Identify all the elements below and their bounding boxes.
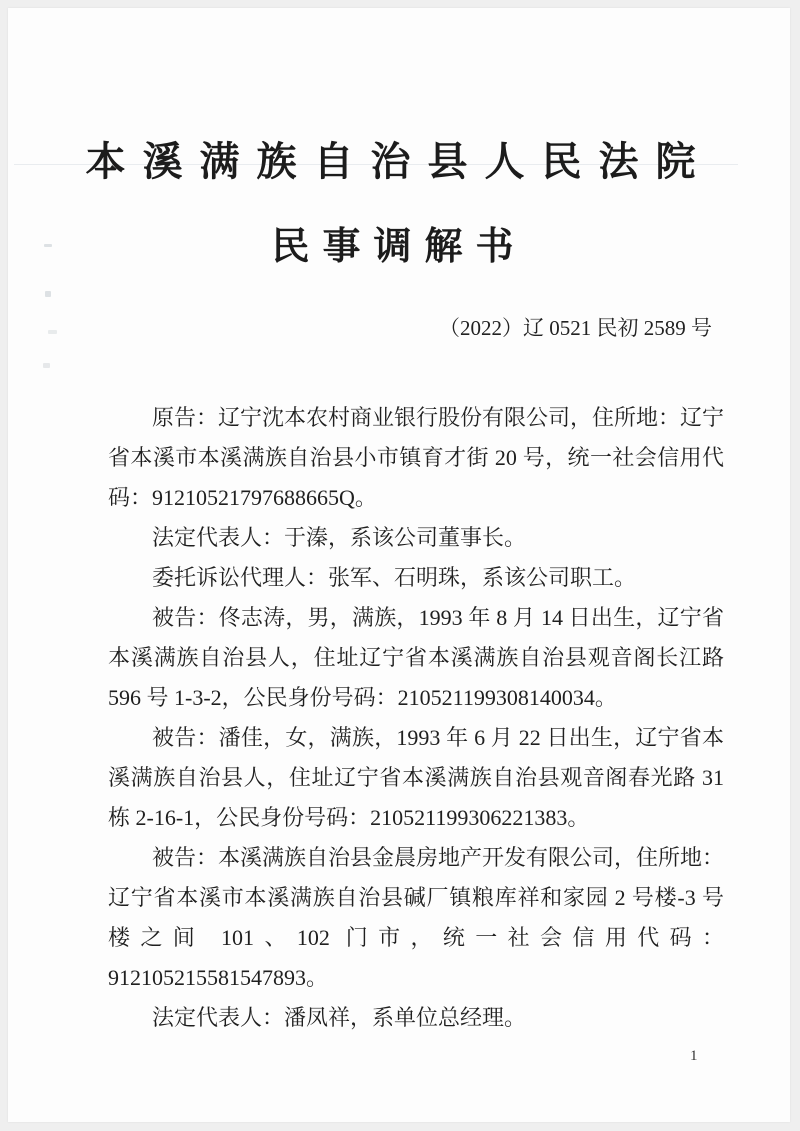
paragraph-defendant-1: 被告：佟志涛，男，满族，1993 年 8 月 14 日出生，辽宁省本溪满族自治县人，住址辽宁省本溪满族自治县观音阁长江路 596 号 1-3-2，公民身份号码：210521199308140034。	[108, 605, 724, 710]
scan-speck	[48, 330, 57, 334]
scan-speck	[45, 291, 51, 297]
case-number: （2022）辽 0521 民初 2589 号	[439, 316, 712, 340]
document-type-title: 民事调解书	[271, 226, 527, 268]
page-number: 1	[690, 1048, 698, 1064]
document-page	[8, 8, 790, 1122]
court-name-title: 本溪满族自治县人民法院	[85, 139, 713, 184]
paragraph-defendant-2: 被告：潘佳，女，满族，1993 年 6 月 22 日出生，辽宁省本溪满族自治县人，住址辽宁省本溪满族自治县观音阁春光路 31 栋 2-16-1，公民身份号码：210521199306221383。	[108, 725, 724, 830]
paragraph-defendant-3-legal-representative: 法定代表人：潘凤祥，系单位总经理。	[152, 1005, 527, 1030]
paragraph-litigation-agents: 委托诉讼代理人：张军、石明珠，系该公司职工。	[152, 565, 637, 590]
paragraph-plaintiff-legal-representative: 法定代表人：于溱，系该公司董事长。	[152, 525, 527, 550]
document-body	[108, 398, 724, 1038]
paragraph-plaintiff: 原告：辽宁沈本农村商业银行股份有限公司，住所地：辽宁省本溪市本溪满族自治县小市镇育才街 20 号，统一社会信用代码：91210521797688665Q。	[108, 405, 725, 510]
scan-speck	[43, 363, 50, 368]
paragraph-defendant-3: 被告：本溪满族自治县金晨房地产开发有限公司，住所地：辽宁省本溪市本溪满族自治县碱厂镇粮库祥和家园 2 号楼-3 号楼之间 101、102 门市，统一社会信用代码：912105215581547893。	[108, 845, 725, 990]
